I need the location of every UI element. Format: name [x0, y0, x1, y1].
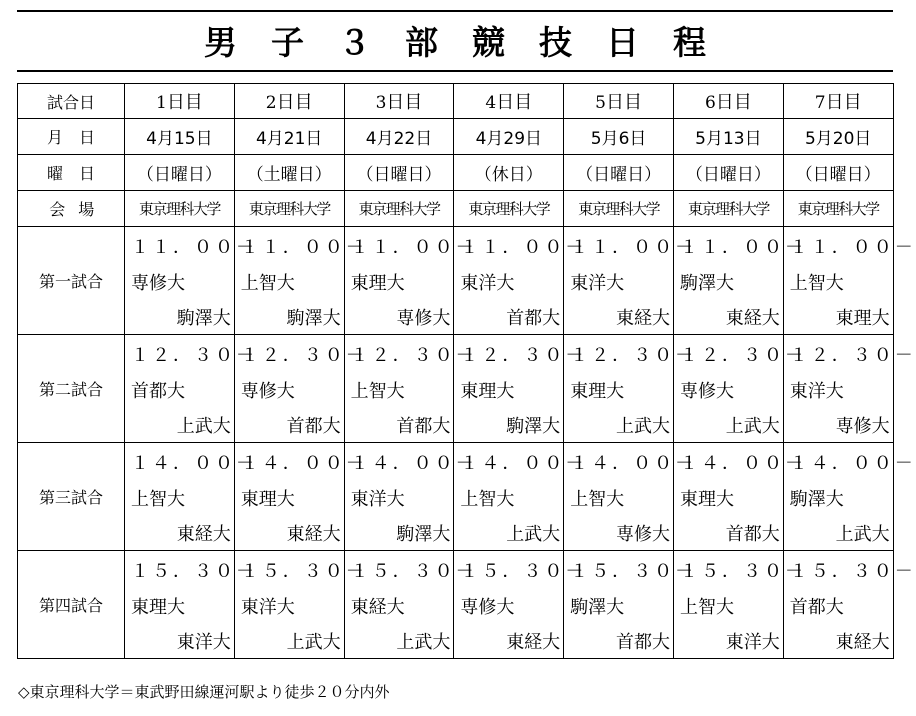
- match-slot: [235, 227, 367, 334]
- weekday-cell: （土曜日）: [234, 155, 344, 191]
- date-cell: 4月29日: [454, 119, 564, 155]
- match-slot: [125, 335, 257, 442]
- match-slot: [235, 551, 367, 658]
- match-cell: [564, 335, 697, 443]
- match-slot: [564, 443, 697, 550]
- venue-access-note: ◇東京理科大学＝東武野田線運河駅より徒歩２０分内外: [18, 683, 390, 701]
- team-a: 首都大: [789, 597, 844, 618]
- team-b: 首都大: [615, 632, 670, 653]
- venue-row: [18, 191, 894, 227]
- match-slot: [345, 443, 477, 550]
- team-a: 東理大: [240, 489, 295, 510]
- title-bar: [17, 10, 893, 72]
- match-cell: [564, 443, 697, 551]
- match-cell: [454, 335, 587, 443]
- match-cell: [454, 227, 587, 335]
- team-a: 首都大: [131, 381, 185, 402]
- team-b: 東洋大: [725, 632, 780, 653]
- match-slot: [125, 443, 257, 550]
- match-slot: [345, 551, 477, 658]
- day-unit: 日目: [715, 92, 752, 113]
- match-slot: [674, 443, 806, 550]
- match-slot: [454, 551, 587, 658]
- team-b: 東経大: [725, 308, 780, 329]
- match-time: １４．００－: [789, 453, 916, 474]
- team-a: 東理大: [679, 489, 734, 510]
- team-a: 上智大: [789, 273, 844, 294]
- day-number: 1: [155, 93, 167, 113]
- day-header-6: [673, 84, 783, 119]
- match-slot: [784, 227, 916, 334]
- match-time: １５．３０－: [240, 561, 367, 582]
- date-row: [18, 119, 894, 155]
- venue-cell: 東京理科大学: [344, 191, 454, 227]
- match-cell: [783, 443, 916, 551]
- match-cell: [234, 227, 367, 335]
- team-a: 専修大: [679, 381, 734, 402]
- match-cell: [344, 443, 477, 551]
- venue-cell: 東京理科大学: [564, 191, 674, 227]
- match-cell: [673, 335, 806, 443]
- match-slot: [674, 551, 806, 658]
- match-cell: [673, 227, 806, 335]
- team-a: 専修大: [240, 381, 295, 402]
- row-label: 会 場: [18, 191, 125, 227]
- match-slot: [454, 227, 587, 334]
- team-b: 東経大: [615, 308, 670, 329]
- match-cell: [234, 443, 367, 551]
- match-time: １４．００－: [460, 453, 587, 474]
- match-cell: [673, 443, 806, 551]
- match-cell: [454, 443, 587, 551]
- day-unit: 日目: [825, 92, 862, 113]
- venue-cell: 東京理科大学: [454, 191, 564, 227]
- weekday-cell: （日曜日）: [564, 155, 674, 191]
- match-time: １５．３０－: [460, 561, 587, 582]
- day-header-2: [234, 84, 344, 119]
- day-number: 2: [265, 93, 277, 113]
- match-label: 第四試合: [18, 551, 125, 659]
- team-a: 東洋大: [350, 489, 405, 510]
- match-slot: [784, 443, 916, 550]
- date-cell: 4月22日: [344, 119, 454, 155]
- match-cell: [125, 443, 257, 551]
- team-b: 上武大: [286, 632, 341, 653]
- team-a: 上智大: [131, 489, 185, 510]
- match-time: １２．３０－: [679, 345, 806, 366]
- team-a: 東洋大: [789, 381, 844, 402]
- match-time: １１．００－: [570, 237, 697, 258]
- match-time: １２．３０－: [131, 345, 257, 366]
- team-a: 駒澤大: [679, 273, 734, 294]
- match-time: １１．００－: [350, 237, 477, 258]
- match-cell: [344, 227, 477, 335]
- team-b: 東経大: [286, 524, 341, 545]
- team-a: 東洋大: [460, 273, 515, 294]
- match-slot: [564, 227, 697, 334]
- match-cell: [783, 227, 916, 335]
- match-time: １４．００－: [570, 453, 697, 474]
- team-b: 上武大: [615, 416, 670, 437]
- match-slot: [345, 227, 477, 334]
- match-cell: [234, 551, 367, 659]
- day-number: 6: [704, 93, 716, 113]
- weekday-cell: （日曜日）: [783, 155, 893, 191]
- match-row-4: [18, 551, 894, 659]
- match-time: １２．３０－: [570, 345, 697, 366]
- match-slot: [674, 335, 806, 442]
- match-label: 第二試合: [18, 335, 125, 443]
- team-a: 専修大: [460, 597, 515, 618]
- match-slot: [345, 335, 477, 442]
- day-number: 3: [375, 93, 387, 113]
- team-a: 東理大: [460, 381, 515, 402]
- weekday-cell: （日曜日）: [673, 155, 783, 191]
- match-cell: [783, 335, 916, 443]
- team-b: 東経大: [176, 524, 231, 545]
- venue-cell: 東京理科大学: [125, 191, 235, 227]
- row-label: 試合日: [18, 84, 125, 119]
- team-b: 上武大: [506, 524, 561, 545]
- day-header-7: [783, 84, 893, 119]
- day-unit: 日目: [386, 92, 423, 113]
- team-a: 東洋大: [570, 273, 625, 294]
- team-b: 首都大: [506, 308, 561, 329]
- venue-cell: 東京理科大学: [673, 191, 783, 227]
- row-label: 曜 日: [18, 155, 125, 191]
- match-time: １１．００－: [131, 237, 257, 258]
- day-header-4: [454, 84, 564, 119]
- match-slot: [674, 227, 806, 334]
- team-b: 東経大: [835, 632, 890, 653]
- day-header-3: [344, 84, 454, 119]
- date-cell: 5月6日: [564, 119, 674, 155]
- match-slot: [564, 551, 697, 658]
- team-a: 上智大: [570, 489, 625, 510]
- match-slot: [784, 335, 916, 442]
- team-b: 東理大: [835, 308, 890, 329]
- match-slot: [454, 443, 587, 550]
- match-time: １１．００－: [679, 237, 806, 258]
- team-b: 専修大: [615, 524, 670, 545]
- date-cell: 4月15日: [125, 119, 235, 155]
- team-b: 東経大: [506, 632, 561, 653]
- day-unit: 日目: [606, 92, 642, 113]
- date-cell: 5月20日: [783, 119, 893, 155]
- team-a: 東経大: [350, 597, 405, 618]
- match-cell: [564, 551, 697, 659]
- match-cell: [454, 551, 587, 659]
- match-cell: [234, 335, 367, 443]
- team-a: 駒澤大: [789, 489, 844, 510]
- match-time: １４．００－: [131, 453, 257, 474]
- match-time: １４．００－: [679, 453, 806, 474]
- match-time: １４．００－: [350, 453, 477, 474]
- match-cell: [564, 227, 697, 335]
- day-number: 4: [485, 93, 497, 113]
- weekday-cell: （休日）: [454, 155, 564, 191]
- team-b: 専修大: [835, 416, 890, 437]
- team-a: 上智大: [679, 597, 734, 618]
- match-time: １５．３０－: [570, 561, 697, 582]
- match-cell: [125, 227, 257, 335]
- match-time: １１．００－: [460, 237, 587, 258]
- match-time: １２．３０－: [789, 345, 916, 366]
- day-unit: 日目: [496, 92, 533, 113]
- match-slot: [125, 227, 257, 334]
- match-row-2: [18, 335, 894, 443]
- venue-cell: 東京理科大学: [234, 191, 344, 227]
- match-cell: [783, 551, 916, 659]
- team-b: 首都大: [725, 524, 780, 545]
- match-row-1: [18, 227, 894, 335]
- team-b: 上武大: [835, 524, 890, 545]
- team-b: 上武大: [176, 416, 231, 437]
- match-cell: [344, 335, 477, 443]
- team-a: 東洋大: [240, 597, 295, 618]
- team-a: 駒澤大: [570, 597, 625, 618]
- venue-cell: 東京理科大学: [783, 191, 893, 227]
- date-cell: 5月13日: [673, 119, 783, 155]
- match-time: １４．００－: [240, 453, 367, 474]
- match-slot: [564, 335, 697, 442]
- match-time: １５．３０－: [131, 561, 257, 582]
- team-a: 上智大: [460, 489, 515, 510]
- row-label: 月 日: [18, 119, 125, 155]
- match-slot: [235, 335, 367, 442]
- match-time: １５．３０－: [789, 561, 916, 582]
- day-number: 5: [595, 93, 606, 113]
- match-row-3: [18, 443, 894, 551]
- team-b: 首都大: [286, 416, 341, 437]
- page-title: 男子３部競技日程: [204, 23, 740, 62]
- match-slot: [454, 335, 587, 442]
- team-b: 駒澤大: [286, 308, 341, 329]
- team-b: 上武大: [725, 416, 780, 437]
- match-cell: [125, 551, 257, 659]
- team-a: 東理大: [570, 381, 625, 402]
- match-time: １５．３０－: [350, 561, 477, 582]
- team-b: 上武大: [396, 632, 451, 653]
- match-slot: [125, 551, 257, 658]
- team-b: 駒澤大: [176, 308, 231, 329]
- team-a: 上智大: [350, 381, 405, 402]
- weekday-cell: （日曜日）: [344, 155, 454, 191]
- team-b: 駒澤大: [396, 524, 451, 545]
- match-cell: [344, 551, 477, 659]
- weekday-cell: （日曜日）: [125, 155, 235, 191]
- day-row: [18, 84, 894, 119]
- match-time: １１．００－: [789, 237, 916, 258]
- day-number: 7: [814, 93, 826, 113]
- match-cell: [673, 551, 806, 659]
- match-slot: [235, 443, 367, 550]
- match-time: １２．３０－: [240, 345, 367, 366]
- schedule-table: [17, 83, 916, 659]
- match-cell: [125, 335, 257, 443]
- team-a: 専修大: [131, 273, 185, 294]
- day-unit: 日目: [276, 92, 313, 113]
- date-cell: 4月21日: [234, 119, 344, 155]
- day-header-5: [564, 84, 674, 119]
- match-label: 第一試合: [18, 227, 125, 335]
- team-b: 東洋大: [176, 632, 231, 653]
- weekday-row: [18, 155, 894, 191]
- match-time: １５．３０－: [679, 561, 806, 582]
- day-header-1: [125, 84, 235, 119]
- team-b: 駒澤大: [506, 416, 561, 437]
- team-a: 東理大: [131, 597, 185, 618]
- match-label: 第三試合: [18, 443, 125, 551]
- match-time: １２．３０－: [460, 345, 587, 366]
- team-a: 上智大: [240, 273, 295, 294]
- day-unit: 日目: [166, 92, 203, 113]
- match-time: １１．００－: [240, 237, 367, 258]
- team-b: 専修大: [396, 308, 451, 329]
- match-slot: [784, 551, 916, 658]
- team-b: 首都大: [396, 416, 451, 437]
- team-a: 東理大: [350, 273, 405, 294]
- match-time: １２．３０－: [350, 345, 477, 366]
